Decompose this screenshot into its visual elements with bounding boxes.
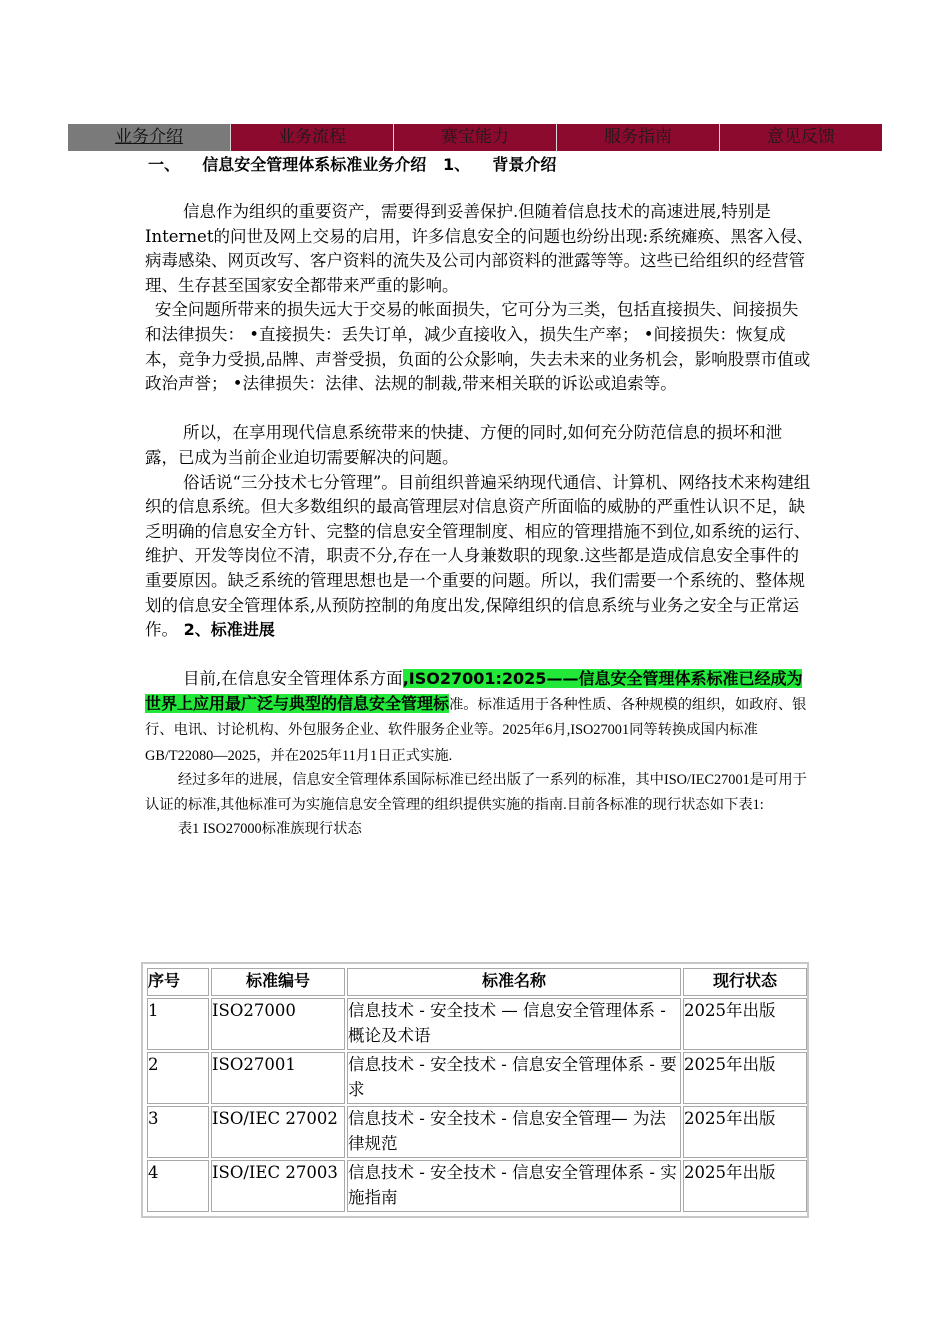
col-header-code: 标准编号 <box>211 968 345 996</box>
nav-item-business-intro[interactable]: 业务介绍 <box>68 124 231 151</box>
paragraph-standard <box>145 667 813 768</box>
col-header-status: 现行状态 <box>683 968 807 996</box>
nav-item-feedback[interactable]: 意见反馈 <box>720 124 882 151</box>
top-nav <box>68 124 882 151</box>
cell-name: 信息技术 - 安全技术 — 信息安全管理体系 - 概论及术语 <box>347 998 681 1050</box>
cell-name: 信息技术 - 安全技术 - 信息安全管理体系 - 要求 <box>347 1052 681 1104</box>
col-header-number: 序号 <box>147 968 209 996</box>
cell-number: 3 <box>147 1106 209 1158</box>
highlighted-text: ,ISO27001:2025——信息安全管理体系标准已经成为世界上应用最广泛与典型的信息安全管理标 <box>145 669 803 713</box>
paragraph-protection: 所以，在享用现代信息系统带来的快捷、方便的同时,如何充分防范信息的损坏和泄露，已成为当前企业迫切需要解决的问题。 <box>145 423 783 467</box>
cell-status: 2025年出版 <box>683 1160 807 1212</box>
table-row <box>147 998 807 1050</box>
col-header-name: 标准名称 <box>347 968 681 996</box>
table-row <box>147 1160 807 1212</box>
paragraph-management <box>145 471 813 643</box>
paragraph-losses: 安全问题所带来的损失远大于交易的帐面损失，它可分为三类，包括直接损失、间接损失和法律损失： •直接损失：丢失订单，减少直接收入，损失生产率； •间接损失：恢复成本，竞争力受损,品牌、声誉受损，负面的公众影响，失去未来的业务机会，影响股票市值或政治声誉； •法律损失：法律、法规的制裁,带来相关联的诉讼或追索等。 <box>145 300 811 394</box>
nav-item-business-process[interactable]: 业务流程 <box>231 124 394 151</box>
cell-code: ISO/IEC 27002 <box>211 1106 345 1158</box>
section-heading: 一、 信息安全管理体系标准业务介绍 1、 背景介绍 <box>148 155 557 174</box>
nav-item-service-guide[interactable]: 服务指南 <box>557 124 720 151</box>
paragraph-background: 信息作为组织的重要资产，需要得到妥善保护.但随着信息技术的高速进展,特别是Internet的问世及网上交易的启用，许多信息安全的问题也纷纷出现:系统瘫痪、黑客入侵、病毒感染、网页改写、客户资料的流失及公司内部资料的泄露等等。这些已给组织的经营管理、生存甚至国家安全都带来严重的影响。 <box>145 202 814 295</box>
cell-status: 2025年出版 <box>683 998 807 1050</box>
cell-number: 4 <box>147 1160 209 1212</box>
paragraph-standard-lead: 目前,在信息安全管理体系方面 <box>182 669 403 689</box>
cell-number: 1 <box>147 998 209 1050</box>
cell-name: 信息技术 - 安全技术 - 信息安全管理体系 - 实施指南 <box>347 1160 681 1212</box>
paragraph-management-text: 俗话说“三分技术七分管理”。目前组织普遍采纳现代通信、计算机、网络技术来构建组织的信息系统。但大多数组织的最高管理层对信息资产所面临的威胁的严重性认识不足，缺乏明确的信息安全方针、完整的信息安全管理制度、相应的管理措施不到位,如系统的运行、维护、开发等岗位不清，职责不分,存在一人身兼数职的现象.这些都是造成信息安全事件的重要原因。缺乏系统的管理思想也是一个重要的问题。所以，我们需要一个系统的、整体规划的信息安全管理体系,从预防控制的角度出发,保障组织的信息系统与业务之安全与正常运作。 <box>145 472 811 640</box>
table-row <box>147 1106 807 1158</box>
table-header-row <box>147 968 807 996</box>
cell-code: ISO/IEC 27003 <box>211 1160 345 1212</box>
cell-code: ISO27001 <box>211 1052 345 1104</box>
article-body <box>145 200 813 841</box>
cell-status: 2025年出版 <box>683 1052 807 1104</box>
paragraph-standard-rest: 准。标准适用于各种性质、各种规模的组织，如政府、银行、电讯、讨论机构、外包服务企业、软件服务企业等。2025年6月,ISO27001同等转换成国内标准GB/T22080—2025，并在2025年11月1日正式实施. <box>145 696 807 764</box>
table-row <box>147 1052 807 1104</box>
cell-name: 信息技术 - 安全技术 - 信息安全管理— 为法律规范 <box>347 1106 681 1158</box>
cell-status: 2025年出版 <box>683 1106 807 1158</box>
standards-table <box>141 962 809 1218</box>
subheading-standard-progress: 2、标准进展 <box>178 620 275 640</box>
cell-code: ISO27000 <box>211 998 345 1050</box>
paragraph-series: 经过多年的进展，信息安全管理体系国际标准已经出版了一系列的标准，其中ISO/IEC27001是可用于认证的标准,其他标准可为实施信息安全管理的组织提供实施的指南.目前各标准的现行状态如下表1: <box>145 772 807 813</box>
table-caption: 表1 ISO27000标准族现行状态 <box>177 820 362 837</box>
cell-number: 2 <box>147 1052 209 1104</box>
nav-item-capability[interactable]: 赛宝能力 <box>394 124 557 151</box>
